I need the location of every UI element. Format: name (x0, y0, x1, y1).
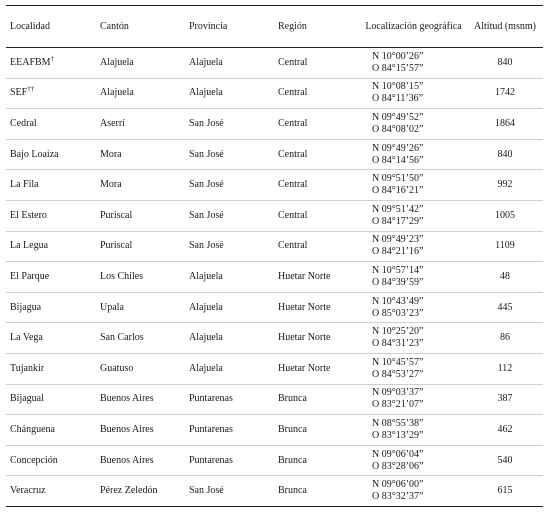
cell-altitud: 1864 (495, 117, 515, 129)
table-row (6, 200, 543, 231)
header-provincia: Provincia (189, 20, 228, 32)
cell-localizacion (360, 48, 467, 79)
cell-localizacion (360, 109, 467, 140)
longitude: O 84°14’56” (372, 154, 424, 166)
longitude: O 84°15’57” (372, 62, 424, 74)
cell-altitud: 615 (497, 485, 513, 497)
cell-region: Central (278, 56, 308, 68)
cell-provincia: Alajuela (189, 56, 223, 68)
cell-localizacion (360, 170, 467, 201)
cell-localizacion (360, 78, 467, 109)
latitude: N 10°57’14” (372, 264, 424, 276)
cell-localidad (6, 476, 96, 507)
cell-region: Brunca (278, 393, 307, 405)
cell-localidad (6, 292, 96, 323)
cell-canton: Buenos Aires (100, 423, 154, 435)
localidad-name: El Estero (10, 209, 47, 221)
longitude: O 83°28’06” (372, 460, 424, 472)
cell-provincia: Alajuela (189, 87, 223, 99)
cell-localidad (6, 353, 96, 384)
cell-region: Central (278, 117, 308, 129)
cell-altitud: 445 (497, 301, 513, 313)
table-row (6, 292, 543, 323)
cell-region: Brunca (278, 423, 307, 435)
cell-provincia: Alajuela (189, 270, 223, 282)
cell-localidad (6, 170, 96, 201)
localidad-name: La Legua (10, 240, 49, 252)
cell-localidad (6, 231, 96, 262)
table-row (6, 415, 543, 446)
cell-localizacion (360, 476, 467, 507)
cell-provincia: Alajuela (189, 362, 223, 374)
cell-provincia: San José (189, 209, 224, 221)
cell-altitud: 1005 (495, 209, 515, 221)
cell-canton: San Carlos (100, 332, 144, 344)
longitude: O 84°39’59” (372, 276, 424, 288)
cell-localidad (6, 48, 96, 79)
localidad-name: EEAFBM (10, 56, 51, 68)
table-row (6, 231, 543, 262)
cell-region: Central (278, 148, 308, 160)
cell-canton: Aserrí (100, 117, 125, 129)
cell-localidad (6, 139, 96, 170)
cell-localizacion (360, 262, 467, 293)
table-row (6, 78, 543, 109)
cell-altitud: 1109 (495, 240, 515, 252)
latitude: N 09°51’42” (372, 203, 424, 215)
cell-altitud: 86 (500, 332, 510, 344)
longitude: O 84°31’23” (372, 338, 424, 350)
localidad-name: La Vega (10, 332, 43, 344)
cell-region: Huetar Norte (278, 332, 331, 344)
cell-canton: Upala (100, 301, 124, 313)
latitude: N 09°49’52” (372, 111, 424, 123)
latitude: N 10°43’49” (372, 295, 424, 307)
cell-localizacion (360, 200, 467, 231)
locations-table (6, 5, 543, 507)
cell-altitud: 992 (497, 179, 513, 191)
cell-localizacion (360, 323, 467, 354)
cell-region: Brunca (278, 454, 307, 466)
cell-canton: Puriscal (100, 240, 133, 252)
cell-region: Brunca (278, 485, 307, 497)
longitude: O 83°32’37” (372, 491, 424, 503)
latitude: N 10°00’26” (372, 50, 424, 62)
table-row (6, 353, 543, 384)
cell-localidad (6, 415, 96, 446)
cell-localidad (6, 109, 96, 140)
longitude: O 84°11’36” (372, 93, 424, 105)
cell-localizacion (360, 353, 467, 384)
table-row (6, 170, 543, 201)
longitude: O 83°13’29” (372, 429, 424, 441)
cell-localidad (6, 323, 96, 354)
longitude: O 84°16’21” (372, 185, 424, 197)
cell-region: Central (278, 209, 308, 221)
longitude: O 84°21’16” (372, 246, 424, 258)
header-row (6, 6, 543, 48)
table-row (6, 445, 543, 476)
cell-canton: Mora (100, 179, 122, 191)
table-row (6, 476, 543, 507)
cell-canton: Puriscal (100, 209, 133, 221)
cell-altitud: 840 (497, 56, 513, 68)
cell-localizacion (360, 384, 467, 415)
table-body (6, 48, 543, 507)
cell-provincia: Puntarenas (189, 423, 233, 435)
table-row (6, 262, 543, 293)
cell-canton: Pérez Zeledón (100, 485, 158, 497)
cell-canton: Mora (100, 148, 122, 160)
cell-provincia: San José (189, 179, 224, 191)
cell-region: Central (278, 87, 308, 99)
latitude: N 09°03’37” (372, 387, 424, 399)
cell-canton: Alajuela (100, 56, 134, 68)
localidad-name: El Parque (10, 270, 50, 282)
localidad-name: Tujankir (10, 362, 45, 374)
cell-canton: Buenos Aires (100, 454, 154, 466)
latitude: N 10°45’57” (372, 356, 424, 368)
cell-localidad (6, 78, 96, 109)
header-canton: Cantón (100, 20, 129, 32)
cell-localidad (6, 262, 96, 293)
localidad-name: Bajo Loaiza (10, 148, 59, 160)
header-localizacion: Localización geográfica (365, 20, 462, 32)
cell-altitud: 112 (497, 362, 513, 374)
cell-region: Huetar Norte (278, 301, 331, 313)
longitude: O 85°03’23” (372, 307, 424, 319)
cell-region: Huetar Norte (278, 270, 331, 282)
cell-provincia: Alajuela (189, 301, 223, 313)
cell-localizacion (360, 139, 467, 170)
latitude: N 09°06’04” (372, 448, 424, 460)
table-row (6, 139, 543, 170)
cell-provincia: Alajuela (189, 332, 223, 344)
cell-localizacion (360, 292, 467, 323)
longitude: O 84°53’27” (372, 368, 424, 380)
cell-provincia: San José (189, 117, 224, 129)
cell-region: Huetar Norte (278, 362, 331, 374)
cell-region: Central (278, 240, 308, 252)
table-header (6, 6, 543, 48)
cell-altitud: 462 (497, 423, 513, 435)
longitude: O 83°21’07” (372, 399, 424, 411)
header-region: Región (278, 20, 307, 32)
cell-localidad (6, 445, 96, 476)
localidad-name: La Fila (10, 179, 39, 191)
cell-altitud: 387 (497, 393, 513, 405)
latitude: N 09°49’26” (372, 142, 424, 154)
table-row (6, 384, 543, 415)
localidad-name: SEF (10, 87, 28, 99)
localidad-name: Veracruz (10, 485, 46, 497)
cell-provincia: San José (189, 485, 224, 497)
table-row (6, 323, 543, 354)
header-altitud: Altitud (msnm) (474, 20, 536, 32)
cell-canton: Guatuso (100, 362, 134, 374)
cell-provincia: Puntarenas (189, 454, 233, 466)
cell-altitud: 840 (497, 148, 513, 160)
cell-canton: Los Chiles (100, 270, 144, 282)
latitude: N 09°06’00” (372, 479, 424, 491)
latitude: N 08°55’38” (372, 417, 424, 429)
latitude: N 10°25’20” (372, 326, 424, 338)
localidad-name: Cedral (10, 117, 37, 129)
cell-altitud: 540 (497, 454, 513, 466)
cell-altitud: 1742 (495, 87, 515, 99)
cell-localizacion (360, 231, 467, 262)
footnote-mark: † (50, 54, 55, 63)
cell-provincia: San José (189, 148, 224, 160)
cell-localidad (6, 384, 96, 415)
longitude: O 84°17’29” (372, 215, 424, 227)
cell-altitud: 48 (500, 270, 510, 282)
localidad-name: Concepción (10, 454, 58, 466)
localidad-name: Bijagual (10, 393, 44, 405)
localidad-name: Chánguena (10, 423, 55, 435)
table-row (6, 109, 543, 140)
cell-provincia: Puntarenas (189, 393, 233, 405)
latitude: N 09°51’50” (372, 173, 424, 185)
localidad-name: Bijagua (10, 301, 42, 313)
cell-localizacion (360, 415, 467, 446)
cell-canton: Buenos Aires (100, 393, 154, 405)
latitude: N 09°49’23” (372, 234, 424, 246)
cell-provincia: San José (189, 240, 224, 252)
table-row (6, 48, 543, 79)
cell-localizacion (360, 445, 467, 476)
cell-region: Central (278, 179, 308, 191)
footnote-mark: †† (27, 85, 35, 94)
cell-localidad (6, 200, 96, 231)
longitude: O 84°08’02” (372, 123, 424, 135)
cell-canton: Alajuela (100, 87, 134, 99)
latitude: N 10°08’15” (372, 81, 424, 93)
header-localidad: Localidad (10, 20, 50, 32)
